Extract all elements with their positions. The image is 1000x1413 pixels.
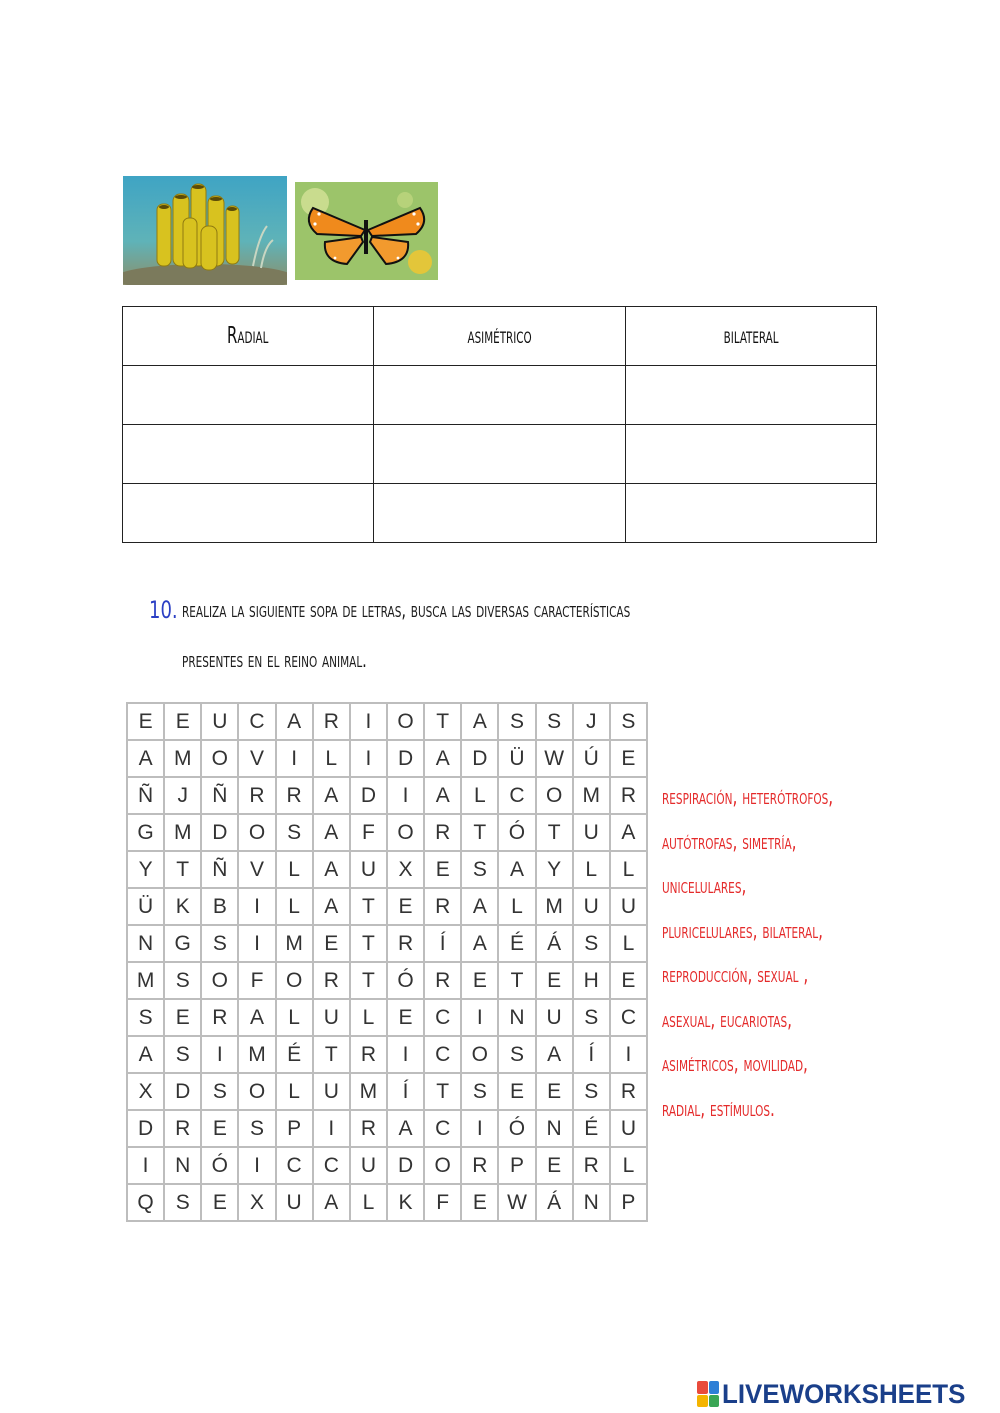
grid-letter-cell[interactable]: L [351, 1185, 386, 1220]
grid-letter-cell[interactable]: X [128, 1074, 163, 1109]
grid-letter-cell[interactable]: U [351, 852, 386, 887]
grid-row [128, 1111, 646, 1146]
grid-letter-cell[interactable]: S [202, 926, 237, 961]
grid-letter-cell[interactable]: A [314, 778, 349, 813]
grid-letter-cell[interactable]: T [425, 704, 460, 739]
grid-letter-cell[interactable]: S [537, 704, 572, 739]
grid-row [128, 741, 646, 776]
grid-letter-cell[interactable]: G [128, 815, 163, 850]
grid-letter-cell[interactable]: R [239, 778, 274, 813]
grid-letter-cell[interactable]: Ó [499, 1111, 534, 1146]
grid-letter-cell[interactable]: S [574, 926, 609, 961]
letter-grid-table [126, 702, 648, 1222]
grid-letter-cell[interactable]: S [462, 1074, 497, 1109]
grid-letter-cell[interactable]: R [351, 1111, 386, 1146]
grid-letter-cell[interactable]: K [388, 1185, 423, 1220]
grid-letter-cell[interactable]: O [202, 741, 237, 776]
grid-letter-cell[interactable]: A [239, 1000, 274, 1035]
grid-row [128, 1074, 646, 1109]
grid-letter-cell[interactable]: O [239, 815, 274, 850]
liveworksheets-logo [697, 1377, 976, 1411]
grid-letter-cell[interactable]: C [611, 1000, 646, 1035]
grid-letter-cell[interactable]: L [462, 778, 497, 813]
grid-letter-cell[interactable]: L [277, 852, 312, 887]
grid-letter-cell[interactable]: M [239, 1037, 274, 1072]
grid-letter-cell[interactable]: F [239, 963, 274, 998]
grid-letter-cell[interactable]: N [165, 1148, 200, 1183]
grid-letter-cell[interactable]: M [277, 926, 312, 961]
grid-letter-cell[interactable]: O [425, 1148, 460, 1183]
grid-letter-cell[interactable]: E [202, 1185, 237, 1220]
grid-row [128, 704, 646, 739]
grid-letter-cell[interactable]: F [351, 815, 386, 850]
word-list-line: reproducción, sexual , [662, 963, 809, 988]
grid-letter-cell[interactable]: U [574, 889, 609, 924]
grid-letter-cell[interactable]: F [425, 1185, 460, 1220]
grid-letter-cell[interactable]: A [388, 1111, 423, 1146]
answer-cell[interactable] [374, 425, 625, 484]
grid-letter-cell[interactable]: É [499, 926, 534, 961]
grid-letter-cell[interactable]: P [499, 1148, 534, 1183]
grid-letter-cell[interactable]: U [611, 1111, 646, 1146]
grid-letter-cell[interactable]: L [611, 852, 646, 887]
grid-letter-cell[interactable]: O [537, 778, 572, 813]
answer-cell[interactable] [123, 425, 374, 484]
grid-letter-cell[interactable]: V [239, 741, 274, 776]
grid-letter-cell[interactable]: I [239, 926, 274, 961]
grid-letter-cell[interactable]: I [462, 1111, 497, 1146]
grid-letter-cell[interactable]: E [537, 1148, 572, 1183]
grid-letter-cell[interactable]: N [574, 1185, 609, 1220]
grid-letter-cell[interactable]: E [537, 963, 572, 998]
grid-letter-cell[interactable]: M [351, 1074, 386, 1109]
grid-letter-cell[interactable]: S [239, 1111, 274, 1146]
grid-letter-cell[interactable]: Ó [202, 1148, 237, 1183]
grid-letter-cell[interactable]: E [165, 1000, 200, 1035]
grid-letter-cell[interactable]: S [165, 1185, 200, 1220]
grid-letter-cell[interactable]: S [277, 815, 312, 850]
grid-letter-cell[interactable]: S [574, 1000, 609, 1035]
grid-letter-cell[interactable]: S [462, 852, 497, 887]
grid-letter-cell[interactable]: O [388, 704, 423, 739]
grid-letter-cell[interactable]: R [425, 889, 460, 924]
grid-letter-cell[interactable]: S [611, 704, 646, 739]
grid-letter-cell[interactable]: T [499, 963, 534, 998]
answer-cell[interactable] [374, 366, 625, 425]
grid-letter-cell[interactable]: U [611, 889, 646, 924]
symmetry-table [122, 306, 877, 543]
grid-letter-cell[interactable]: K [165, 889, 200, 924]
table-header-row [123, 307, 877, 366]
grid-letter-cell[interactable]: C [314, 1148, 349, 1183]
grid-letter-cell[interactable]: S [165, 1037, 200, 1072]
grid-letter-cell[interactable]: E [165, 704, 200, 739]
grid-letter-cell[interactable]: T [351, 889, 386, 924]
grid-letter-cell[interactable]: A [128, 1037, 163, 1072]
grid-letter-cell[interactable]: C [425, 1037, 460, 1072]
table-row [123, 366, 877, 425]
grid-letter-cell[interactable]: I [202, 1037, 237, 1072]
grid-letter-cell[interactable]: Y [537, 852, 572, 887]
grid-letter-cell[interactable]: X [239, 1185, 274, 1220]
word-list-line: pluricelulares, bilateral, [662, 918, 823, 944]
header-asimetrico: asimétrico [374, 307, 625, 366]
grid-letter-cell[interactable]: E [388, 889, 423, 924]
grid-letter-cell[interactable]: P [277, 1111, 312, 1146]
grid-letter-cell[interactable]: A [462, 926, 497, 961]
grid-letter-cell[interactable]: I [388, 778, 423, 813]
grid-letter-cell[interactable]: A [499, 852, 534, 887]
grid-row [128, 1148, 646, 1183]
grid-letter-cell[interactable]: I [351, 741, 386, 776]
grid-letter-cell[interactable]: L [314, 741, 349, 776]
grid-letter-cell[interactable]: T [314, 1037, 349, 1072]
word-list-line: radial, estímulos. [662, 1096, 775, 1122]
grid-letter-cell[interactable]: I [611, 1037, 646, 1072]
grid-letter-cell[interactable]: R [314, 704, 349, 739]
grid-letter-cell[interactable]: E [499, 1074, 534, 1109]
word-list-line: respiración, heterótrofos, [662, 785, 834, 810]
logo-mark-icon [697, 1381, 719, 1407]
grid-letter-cell[interactable]: S [574, 1074, 609, 1109]
grid-letter-cell[interactable]: C [239, 704, 274, 739]
grid-letter-cell[interactable]: I [239, 889, 274, 924]
grid-letter-cell[interactable]: R [277, 778, 312, 813]
grid-letter-cell[interactable]: Y [128, 852, 163, 887]
grid-row [128, 1000, 646, 1035]
grid-letter-cell[interactable]: W [499, 1185, 534, 1220]
grid-row [128, 926, 646, 961]
grid-letter-cell[interactable]: Á [537, 926, 572, 961]
grid-letter-cell[interactable]: Á [537, 1185, 572, 1220]
grid-letter-cell[interactable]: L [277, 889, 312, 924]
grid-letter-cell[interactable]: É [574, 1111, 609, 1146]
grid-letter-cell[interactable]: T [425, 1074, 460, 1109]
grid-letter-cell[interactable]: T [351, 926, 386, 961]
grid-letter-cell[interactable]: A [314, 852, 349, 887]
answer-cell[interactable] [123, 484, 374, 543]
grid-letter-cell[interactable]: E [462, 963, 497, 998]
grid-letter-cell[interactable]: O [277, 963, 312, 998]
grid-letter-cell[interactable]: A [314, 889, 349, 924]
grid-letter-cell[interactable]: E [128, 704, 163, 739]
grid-letter-cell[interactable]: S [165, 963, 200, 998]
grid-letter-cell[interactable]: I [314, 1111, 349, 1146]
grid-letter-cell[interactable]: G [165, 926, 200, 961]
grid-letter-cell[interactable]: I [128, 1148, 163, 1183]
grid-letter-cell[interactable]: D [388, 741, 423, 776]
grid-letter-cell[interactable]: Í [574, 1037, 609, 1072]
grid-letter-cell[interactable]: J [574, 704, 609, 739]
grid-letter-cell[interactable]: U [574, 815, 609, 850]
grid-row [128, 889, 646, 924]
table-row [123, 484, 877, 543]
instruction-line-1: realiza la siguiente sopa de letras, busca las diversas características [182, 598, 631, 622]
grid-letter-cell[interactable]: A [462, 889, 497, 924]
grid-letter-cell[interactable]: A [425, 778, 460, 813]
grid-letter-cell[interactable]: Í [388, 1074, 423, 1109]
grid-letter-cell[interactable]: E [314, 926, 349, 961]
grid-letter-cell[interactable]: H [574, 963, 609, 998]
grid-letter-cell[interactable]: D [165, 1074, 200, 1109]
grid-letter-cell[interactable]: L [611, 926, 646, 961]
question-number: 10. [149, 596, 178, 624]
grid-letter-cell[interactable]: Ñ [128, 778, 163, 813]
grid-letter-cell[interactable]: Í [425, 926, 460, 961]
grid-letter-cell[interactable]: V [239, 852, 274, 887]
grid-letter-cell[interactable]: I [239, 1148, 274, 1183]
word-list-line: autótrofas, simetría, [662, 829, 797, 855]
grid-letter-cell[interactable]: J [165, 778, 200, 813]
logo-square-yellow [697, 1395, 708, 1408]
grid-letter-cell[interactable]: T [165, 852, 200, 887]
grid-letter-cell[interactable]: W [537, 741, 572, 776]
grid-letter-cell[interactable]: X [388, 852, 423, 887]
word-search-grid [126, 702, 648, 1222]
grid-letter-cell[interactable]: R [425, 963, 460, 998]
grid-letter-cell[interactable]: Ü [128, 889, 163, 924]
grid-letter-cell[interactable]: U [202, 704, 237, 739]
answer-cell[interactable] [625, 484, 876, 543]
grid-letter-cell[interactable]: C [425, 1111, 460, 1146]
grid-letter-cell[interactable]: R [314, 963, 349, 998]
grid-row [128, 778, 646, 813]
grid-letter-cell[interactable]: R [165, 1111, 200, 1146]
grid-letter-cell[interactable]: I [388, 1037, 423, 1072]
grid-letter-cell[interactable]: U [314, 1074, 349, 1109]
word-list-line: asexual, eucariotas, [662, 1007, 793, 1033]
grid-letter-cell[interactable]: D [202, 815, 237, 850]
table-row [123, 425, 877, 484]
grid-row [128, 815, 646, 850]
grid-letter-cell[interactable]: R [351, 1037, 386, 1072]
grid-letter-cell[interactable]: L [611, 1148, 646, 1183]
grid-letter-cell[interactable]: E [388, 1000, 423, 1035]
sea-sponge-photo [123, 176, 287, 285]
instruction-line-2: presentes en el reino animal. [182, 648, 367, 672]
grid-letter-cell[interactable]: U [351, 1148, 386, 1183]
grid-letter-cell[interactable]: L [574, 852, 609, 887]
logo-text: LIVEWORKSHEETS [722, 1378, 966, 1409]
grid-letter-cell[interactable]: O [239, 1074, 274, 1109]
grid-letter-cell[interactable]: L [277, 1000, 312, 1035]
grid-letter-cell[interactable]: T [537, 815, 572, 850]
grid-letter-cell[interactable]: C [499, 778, 534, 813]
grid-row [128, 963, 646, 998]
grid-letter-cell[interactable]: S [499, 704, 534, 739]
grid-letter-cell[interactable]: L [499, 889, 534, 924]
grid-letter-cell[interactable]: A [314, 815, 349, 850]
grid-letter-cell[interactable]: O [388, 815, 423, 850]
grid-letter-cell[interactable]: E [425, 852, 460, 887]
grid-letter-cell[interactable]: Q [128, 1185, 163, 1220]
grid-letter-cell[interactable]: M [165, 741, 200, 776]
grid-letter-cell[interactable]: M [574, 778, 609, 813]
grid-letter-cell[interactable]: I [351, 704, 386, 739]
grid-letter-cell[interactable]: E [537, 1074, 572, 1109]
grid-letter-cell[interactable]: Ó [388, 963, 423, 998]
grid-letter-cell[interactable]: N [499, 1000, 534, 1035]
butterfly-photo [295, 182, 438, 280]
grid-letter-cell[interactable]: M [165, 815, 200, 850]
answer-cell[interactable] [625, 366, 876, 425]
grid-letter-cell[interactable]: E [462, 1185, 497, 1220]
grid-letter-cell[interactable]: N [537, 1111, 572, 1146]
grid-letter-cell[interactable]: Ü [499, 741, 534, 776]
grid-letter-cell[interactable]: Ñ [202, 778, 237, 813]
grid-letter-cell[interactable]: E [611, 963, 646, 998]
answer-cell[interactable] [123, 366, 374, 425]
grid-letter-cell[interactable]: R [425, 815, 460, 850]
grid-letter-cell[interactable]: C [425, 1000, 460, 1035]
grid-letter-cell[interactable]: R [462, 1148, 497, 1183]
grid-letter-cell[interactable]: Ñ [202, 852, 237, 887]
logo-square-blue [709, 1381, 720, 1394]
word-list-line: asimétricos, movilidad, [662, 1052, 808, 1077]
grid-letter-cell[interactable]: O [202, 963, 237, 998]
grid-letter-cell[interactable]: Ú [574, 741, 609, 776]
answer-cell[interactable] [374, 484, 625, 543]
grid-letter-cell[interactable]: A [128, 741, 163, 776]
grid-letter-cell[interactable]: I [277, 741, 312, 776]
word-list-line: unicelulares, [662, 874, 747, 899]
grid-letter-cell[interactable]: T [351, 963, 386, 998]
logo-square-red [697, 1381, 708, 1394]
grid-letter-cell[interactable]: P [611, 1185, 646, 1220]
grid-letter-cell[interactable]: D [351, 778, 386, 813]
grid-letter-cell[interactable]: U [314, 1000, 349, 1035]
grid-letter-cell[interactable]: D [462, 741, 497, 776]
grid-row [128, 1185, 646, 1220]
word-list [662, 778, 992, 1134]
grid-letter-cell[interactable]: A [314, 1185, 349, 1220]
grid-letter-cell[interactable]: N [128, 926, 163, 961]
grid-letter-cell[interactable]: A [425, 741, 460, 776]
grid-letter-cell[interactable]: I [462, 1000, 497, 1035]
grid-letter-cell[interactable]: T [462, 815, 497, 850]
grid-letter-cell[interactable]: A [537, 1037, 572, 1072]
grid-letter-cell[interactable]: B [202, 889, 237, 924]
grid-letter-cell[interactable]: A [277, 704, 312, 739]
grid-letter-cell[interactable]: S [202, 1074, 237, 1109]
grid-letter-cell[interactable]: L [351, 1000, 386, 1035]
header-radial: Radial [123, 307, 374, 366]
answer-cell[interactable] [625, 425, 876, 484]
grid-letter-cell[interactable]: R [611, 1074, 646, 1109]
grid-letter-cell[interactable]: R [611, 778, 646, 813]
grid-letter-cell[interactable]: A [611, 815, 646, 850]
grid-letter-cell[interactable]: L [277, 1074, 312, 1109]
grid-letter-cell[interactable]: O [462, 1037, 497, 1072]
header-bilateral: bilateral [625, 307, 876, 366]
grid-letter-cell[interactable]: A [462, 704, 497, 739]
grid-letter-cell[interactable]: M [537, 889, 572, 924]
grid-letter-cell[interactable]: R [202, 1000, 237, 1035]
grid-letter-cell[interactable]: U [277, 1185, 312, 1220]
grid-row [128, 852, 646, 887]
grid-letter-cell[interactable]: D [128, 1111, 163, 1146]
logo-square-green [709, 1395, 720, 1408]
grid-letter-cell[interactable]: R [574, 1148, 609, 1183]
grid-letter-cell[interactable]: É [277, 1037, 312, 1072]
grid-row [128, 1037, 646, 1072]
grid-letter-cell[interactable]: E [202, 1111, 237, 1146]
grid-letter-cell[interactable]: Ó [499, 815, 534, 850]
grid-letter-cell[interactable]: R [388, 926, 423, 961]
grid-letter-cell[interactable]: S [499, 1037, 534, 1072]
grid-letter-cell[interactable]: M [128, 963, 163, 998]
grid-letter-cell[interactable]: U [537, 1000, 572, 1035]
grid-letter-cell[interactable]: S [128, 1000, 163, 1035]
grid-letter-cell[interactable]: E [611, 741, 646, 776]
grid-letter-cell[interactable]: D [388, 1148, 423, 1183]
grid-letter-cell[interactable]: C [277, 1148, 312, 1183]
